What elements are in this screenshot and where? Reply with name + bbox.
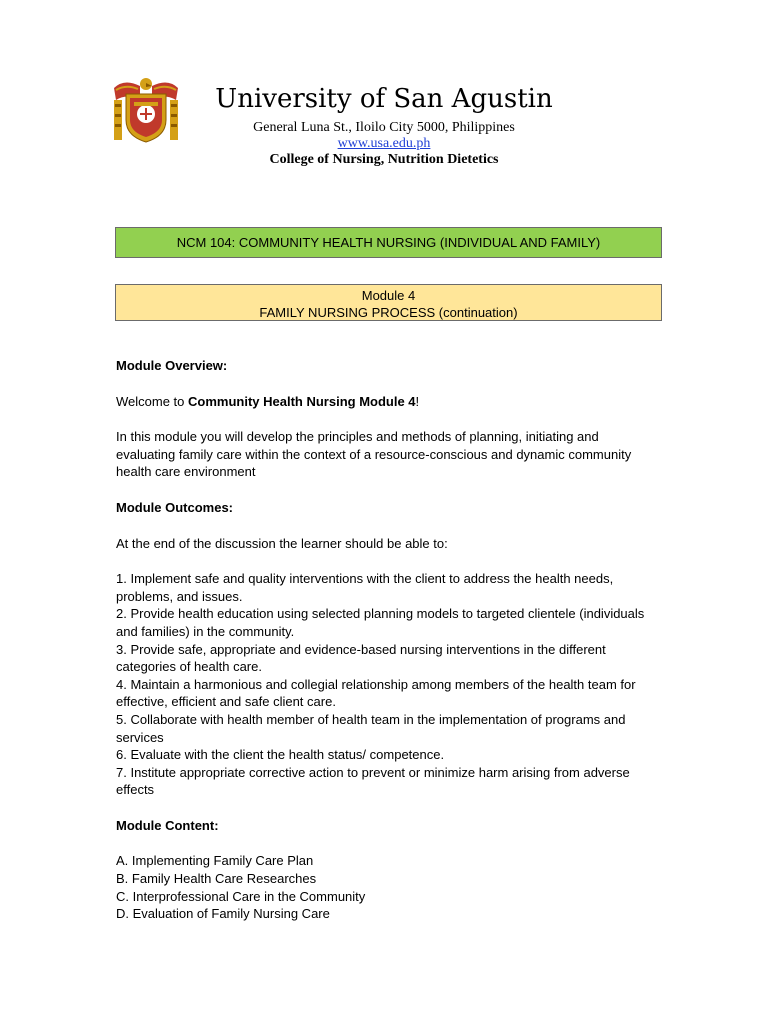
content-item: A. Implementing Family Care Plan [116,853,314,869]
college-name: College of Nursing, Nutrition Dietetics [269,152,499,167]
content-item: B. Family Health Care Researches [116,871,317,887]
content-list [116,852,656,922]
welcome-prefix: Welcome to [116,393,189,409]
outcome-item: 7. Institute appropriate corrective action to prevent or minimize harm arising from adverse effects [116,764,630,798]
welcome-module-name: Community Health Nursing Module 4 [188,393,416,409]
module-title: FAMILY NURSING PROCESS (continuation) [259,305,518,320]
university-name: University of San Agustin [215,84,553,114]
content-item: C. Interprofessional Care in the Community [116,888,366,904]
outcome-item: 4. Maintain a harmonious and collegial relationship among members of the health team for effective, efficient and safe client care. [116,676,636,710]
university-website-link[interactable]: www.usa.edu.ph [337,136,431,151]
outcomes-intro: At the end of the discussion the learner should be able to: [116,535,448,551]
module-number: Module 4 [361,288,416,303]
module-title-box [115,284,662,321]
outcome-item: 3. Provide safe, appropriate and evidence-based nursing interventions in the different categories of health care. [116,641,606,675]
outcome-item: 1. Implement safe and quality interventions with the client to address the health needs, problems, and issues. [116,571,614,604]
overview-description: In this module you will develop the principles and methods of planning, initiating and evaluating family care within the context of a resource-conscious and dynamic community health care environment [116,429,632,480]
course-title-box [115,227,662,258]
outcomes-list [116,570,656,799]
overview-heading: Module Overview: [116,358,228,373]
outcome-item: 5. Collaborate with health member of health team in the implementation of programs and services [116,711,626,745]
outcome-item: 2. Provide health education using selected planning models to targeted clientele (individuals and families) in the community. [116,606,645,639]
outcomes-heading: Module Outcomes: [116,499,234,515]
module-body [116,357,656,941]
welcome-line [116,393,656,411]
content-heading: Module Content: [116,817,219,833]
university-address: General Luna St., Iloilo City 5000, Philippines [253,120,515,135]
welcome-suffix: ! [415,393,420,409]
content-item: D. Evaluation of Family Nursing Care [116,906,330,922]
course-title: NCM 104: COMMUNITY HEALTH NURSING (INDIVIDUAL AND FAMILY) [176,235,601,250]
outcome-item: 6. Evaluate with the client the health status/ competence. [116,747,445,763]
